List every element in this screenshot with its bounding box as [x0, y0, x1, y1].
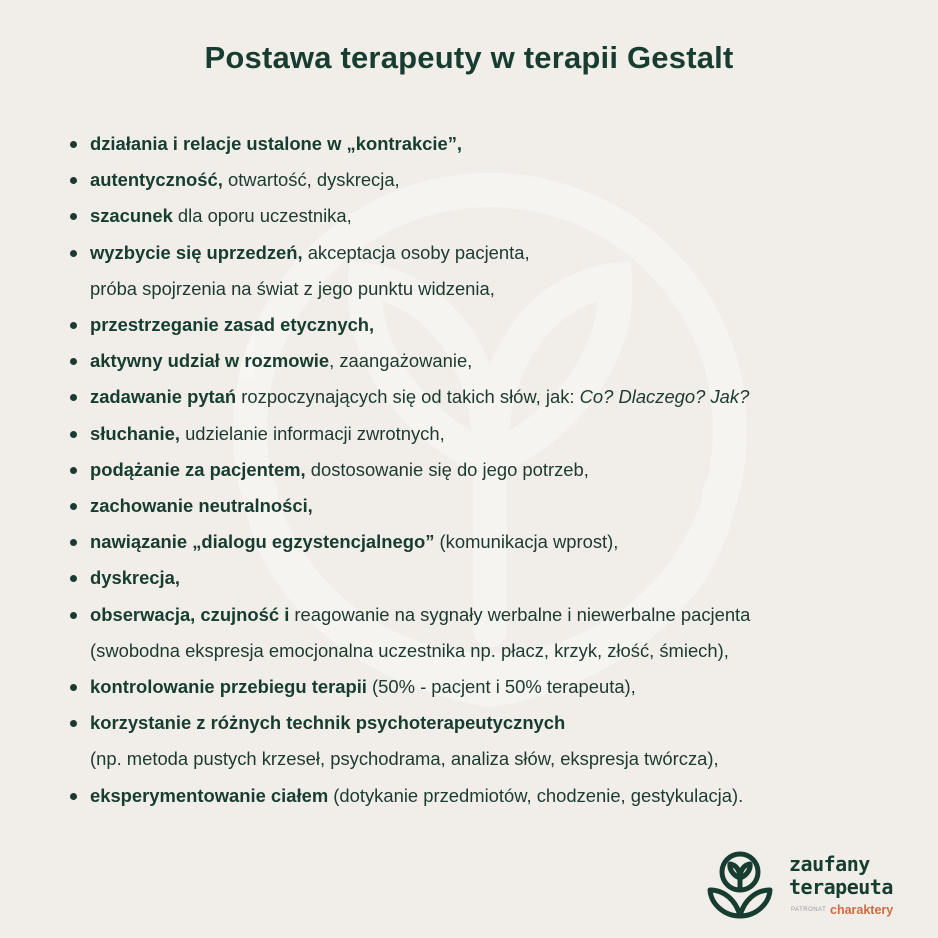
list-item: [68, 597, 918, 669]
bold-phrase: szacunek: [90, 205, 173, 227]
brand-logo: [706, 848, 916, 920]
text-segment: udzielanie informacji zwrotnych,: [179, 422, 445, 444]
bold-phrase: zadawanie pytań: [90, 386, 237, 408]
bold-phrase: eksperymentowanie ciałem: [90, 784, 329, 806]
bold-phrase: nawiązanie „dialogu egzystencjalnego”: [90, 531, 435, 553]
logo-patron-label: PATRONAT: [791, 907, 827, 913]
bold-phrase: dyskrecja,: [90, 567, 180, 589]
list-item: [68, 198, 918, 234]
list-item: [68, 524, 918, 560]
text-segment: (50% - pacjent i 50% terapeuta),: [366, 676, 636, 698]
text-segment: reagowanie na sygnały werbalne i niewerbalne pacjenta: [289, 603, 751, 625]
text-segment: (np. metoda pustych krzeseł, psychodrama, analiza słów, ekspresja twórcza),: [90, 748, 719, 770]
logo-wordmark: [789, 853, 893, 899]
list-item: [68, 307, 918, 343]
bold-phrase: przestrzeganie zasad etycznych,: [90, 314, 375, 336]
page-title: Postawa terapeuty w terapii Gestalt: [204, 40, 734, 75]
text-segment: (swobodna ekspresja emocjonalna uczestnika np. płacz, krzyk, złość, śmiech),: [90, 639, 729, 661]
bold-phrase: autentyczność,: [90, 169, 223, 191]
bold-phrase: podążanie za pacjentem,: [90, 458, 306, 480]
text-segment: otwartość, dyskrecja,: [222, 169, 400, 191]
list-item: [68, 379, 918, 415]
italic-phrase: Co? Dlaczego? Jak?: [579, 386, 750, 408]
list-item: [68, 778, 918, 814]
bold-phrase: kontrolowanie przebiegu terapii: [90, 676, 367, 698]
sprout-heart-icon: [706, 848, 774, 920]
list-item: [68, 162, 918, 198]
logo-line-2: terapeuta: [789, 875, 893, 899]
text-segment: rozpoczynających się od takich słów, jak:: [236, 386, 580, 408]
bold-phrase: wyzbycie się uprzedzeń,: [90, 241, 303, 263]
bold-phrase: korzystanie z różnych technik psychoterapeutycznych: [90, 712, 566, 734]
list-item: [68, 669, 918, 705]
list-item: [68, 452, 918, 488]
bold-phrase: aktywny udział w rozmowie: [90, 350, 330, 372]
logo-brand-name: charaktery: [830, 903, 894, 917]
text-segment: akceptacja osoby pacjenta,: [302, 241, 530, 263]
text-segment: (dotykanie przedmiotów, chodzenie, gestykulacja).: [328, 784, 744, 806]
text-segment: dostosowanie się do jego potrzeb,: [305, 458, 589, 480]
text-segment: próba spojrzenia na świat z jego punktu widzenia,: [90, 277, 495, 299]
text-segment: , zaangażowanie,: [329, 350, 473, 372]
logo-line-1: zaufany: [789, 852, 870, 876]
list-item: [68, 560, 918, 596]
list-item: [68, 705, 918, 777]
bold-phrase: zachowanie neutralności,: [90, 495, 313, 517]
text-segment: (komunikacja wprost),: [434, 531, 619, 553]
bold-phrase: obserwacja, czujność i: [90, 603, 290, 625]
list-item: [68, 235, 918, 307]
text-segment: dla oporu uczestnika,: [172, 205, 352, 227]
list-item: [68, 343, 918, 379]
bold-phrase: działania i relacje ustalone w „kontrakcie”,: [90, 133, 463, 154]
list-item: [68, 488, 918, 524]
list-item: [68, 416, 918, 452]
bold-phrase: słuchanie,: [90, 422, 180, 444]
list-item: [68, 126, 918, 162]
bullet-list: [68, 126, 918, 814]
